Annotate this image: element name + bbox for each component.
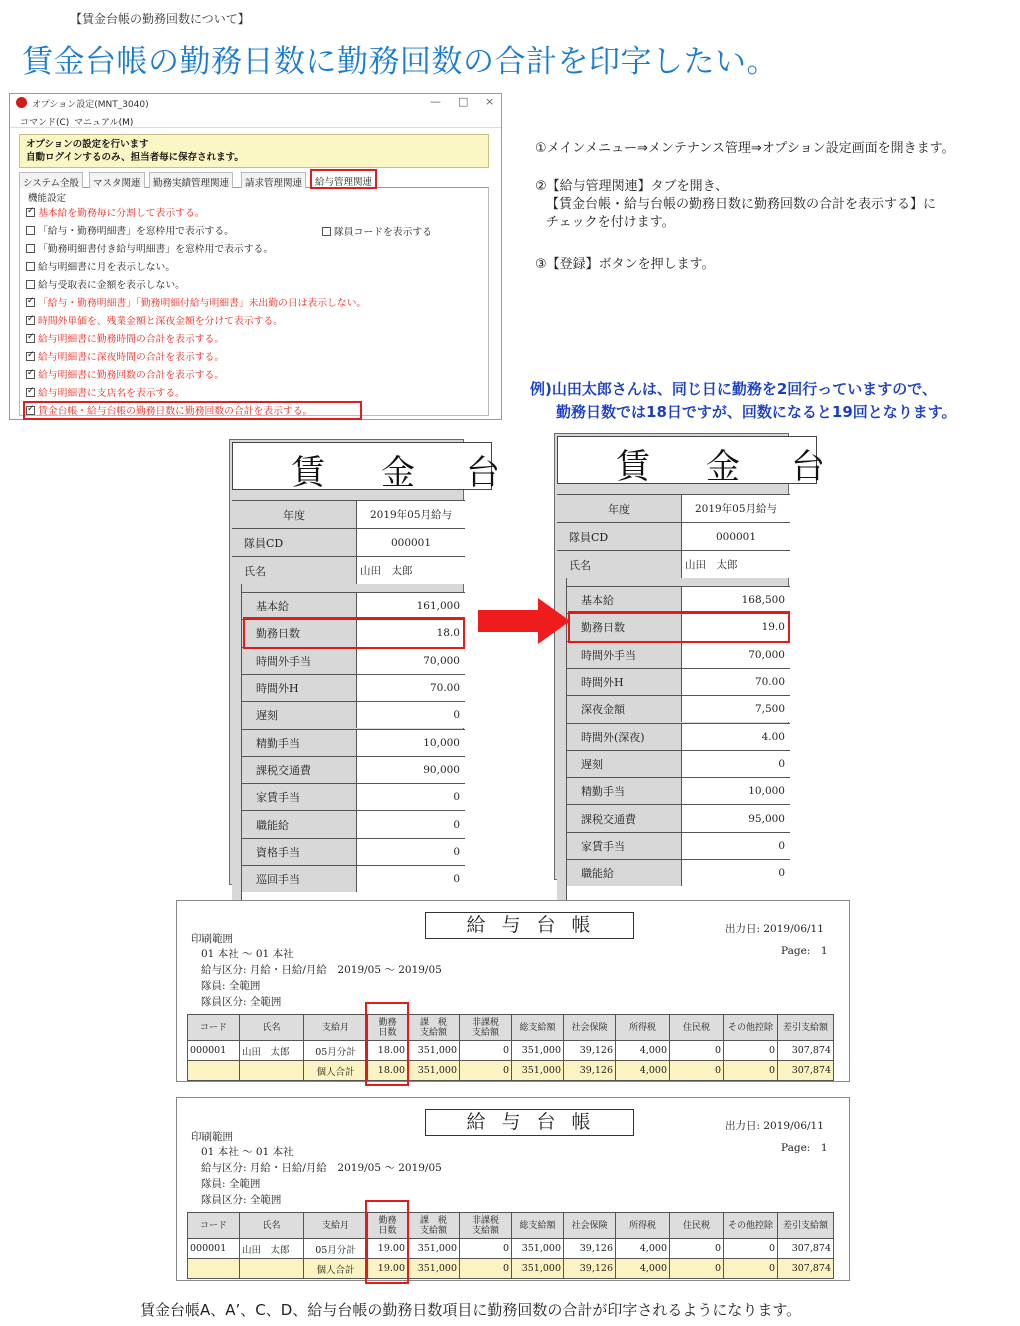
option-item[interactable] (26, 295, 366, 309)
ledger-item-label: 精勤手当 (232, 730, 356, 756)
table-cell: 351,000 (408, 1259, 460, 1279)
ledger-item-value: 95,000 (681, 805, 790, 831)
ledger-item-label: 資格手当 (232, 839, 356, 865)
ledger-year-row (232, 500, 465, 528)
table-row (188, 1041, 834, 1061)
column-header: 支給月 (304, 1015, 368, 1041)
ledger-item-row (232, 592, 465, 619)
table-cell: 0 (460, 1239, 512, 1259)
page-number: Page: 1 (781, 945, 828, 957)
menu-manual[interactable]: マニュアル(M) (74, 118, 134, 128)
ledger-item-value: 18.0 (356, 620, 465, 646)
ledger-item-value: 0 (681, 860, 790, 886)
column-header: 住民税 (670, 1213, 724, 1239)
table-cell: 0 (724, 1239, 778, 1259)
ledger-item-label: 遅刻 (232, 702, 356, 728)
ledger-item-row (232, 865, 465, 892)
table-cell: 0 (724, 1061, 778, 1081)
option-show-member-code[interactable] (322, 224, 432, 238)
column-header: コード (188, 1213, 240, 1239)
ledger-title-char: 台 (791, 447, 825, 487)
minimize-button[interactable]: — (430, 95, 441, 108)
dialog-titlebar (10, 94, 501, 112)
checkbox[interactable] (322, 227, 331, 236)
ledger-item-value: 7,500 (681, 696, 790, 722)
table-cell: 351,000 (512, 1041, 564, 1061)
table-cell (188, 1061, 240, 1081)
ledger-item-value: 0 (681, 833, 790, 859)
option-item[interactable] (26, 223, 234, 237)
table-cell: 0 (724, 1041, 778, 1061)
table-cell: 個人合計 (304, 1259, 368, 1279)
step-2b: 【賃金台帳・給与台帳の勤務日数に勤務回数の合計を表示する】に (546, 197, 937, 212)
column-header: コード (188, 1015, 240, 1041)
options-dialog (9, 93, 502, 420)
option-item[interactable] (26, 241, 273, 255)
checkbox[interactable] (26, 334, 35, 343)
column-header: 支給月 (304, 1213, 368, 1239)
table-cell: 351,000 (512, 1061, 564, 1081)
ledger-item-label: 時間外手当 (557, 642, 681, 668)
ledger-year-row (557, 494, 790, 522)
payroll-ledger-before (176, 900, 850, 1082)
column-header: 氏名 (240, 1213, 304, 1239)
table-cell: 39,126 (564, 1239, 616, 1259)
table-cell: 18.00 (368, 1061, 408, 1081)
tab-system[interactable]: システム全般 (19, 172, 83, 188)
table-cell: 0 (460, 1061, 512, 1081)
ledger-item-label: 課税交通費 (232, 757, 356, 783)
branch-range: 01 本社 ～ 01 本社 (201, 1146, 294, 1158)
ledger-name-value: 山田 太郎 (356, 557, 465, 584)
ledger-item-value: 70,000 (356, 648, 465, 674)
table-cell (188, 1259, 240, 1279)
close-button[interactable]: × (485, 95, 495, 108)
column-header: 差引支給額 (778, 1015, 834, 1041)
option-item[interactable] (26, 403, 312, 417)
option-item[interactable] (26, 367, 224, 381)
table-cell: 4,000 (616, 1061, 670, 1081)
ledger-item-label: 時間外H (232, 675, 356, 701)
ledger-year-label: 年度 (232, 501, 356, 528)
menu-command[interactable]: コマンド(C) (20, 118, 70, 128)
table-cell: 351,000 (512, 1239, 564, 1259)
option-item[interactable] (26, 385, 185, 399)
total-row (188, 1259, 834, 1279)
option-label: 給与受取表に金額を表示しない。 (38, 280, 185, 291)
option-item[interactable] (26, 349, 224, 363)
checkbox[interactable] (26, 406, 35, 415)
page-title: 賃金台帳の勤務日数に勤務回数の合計を印字したい。 (22, 44, 778, 80)
dialog-message (19, 134, 489, 168)
ledger-item-row (557, 804, 790, 831)
ledger-item-row (557, 777, 790, 804)
ledger-item-row (232, 838, 465, 865)
step-1: ①メインメニュー⇒メンテナンス管理⇒オプション設定画面を開きます。 (535, 141, 955, 156)
ledger-item-value: 0 (356, 811, 465, 837)
ledger-name-label: 氏名 (232, 557, 356, 584)
ledger-member-id-label: 隊員CD (232, 529, 356, 556)
message-line-1: オプションの設定を行います (26, 139, 149, 150)
option-label: 給与明細書に深夜時間の合計を表示する。 (38, 352, 225, 363)
ledger-item-value: 0 (356, 839, 465, 865)
ledger-item-label: 時間外H (557, 669, 681, 695)
example-line-2: 勤務日数では18日ですが、回数になると19回となります。 (556, 403, 957, 421)
group-label: 機能設定 (28, 193, 67, 204)
step-2a: ②【給与管理関連】タブを開き、 (535, 179, 729, 194)
table-cell: 山田 太郎 (240, 1041, 304, 1061)
ledger-item-value: 90,000 (356, 757, 465, 783)
ledger-name-row (557, 550, 790, 578)
ledger-item-label: 時間外(深夜) (557, 724, 681, 750)
ledger-item-label: 深夜金額 (557, 696, 681, 722)
output-date: 出力日: 2019/06/11 (725, 923, 824, 935)
ledger-year-label: 年度 (557, 495, 681, 522)
checkbox[interactable] (26, 208, 35, 217)
option-label: 基本給を勤務毎に分割して表示する。 (38, 208, 205, 219)
ledger-member-id-row (557, 522, 790, 550)
table-cell: 18.00 (368, 1041, 408, 1061)
ledger-member-id-label: 隊員CD (557, 523, 681, 550)
column-header: 勤務 日数 (368, 1213, 408, 1239)
tab-master[interactable]: マスタ関連 (89, 172, 145, 188)
table-cell: 4,000 (616, 1259, 670, 1279)
column-header: 非課税 支給額 (460, 1213, 512, 1239)
option-label: 給与明細書に月を表示しない。 (38, 262, 176, 273)
ledger-title-char: 金 (706, 447, 740, 487)
ledger-item-value: 70.00 (356, 675, 465, 701)
ledger-item-label: 家賃手当 (232, 784, 356, 810)
table-cell: 0 (670, 1041, 724, 1061)
table-cell: 351,000 (408, 1239, 460, 1259)
table-cell: 4,000 (616, 1239, 670, 1259)
option-item[interactable] (26, 259, 175, 273)
option-item[interactable] (26, 331, 224, 345)
pay-class: 給与区分: 月給・日給/月給 2019/05 ～ 2019/05 (201, 1162, 442, 1174)
table-cell: 0 (670, 1259, 724, 1279)
column-header: 社会保険 (564, 1015, 616, 1041)
table-cell: 39,126 (564, 1061, 616, 1081)
footer-note: 賃金台帳A、A’、C、D、給与台帳の勤務日数項目に勤務回数の合計が印字されるようになります。 (140, 1301, 802, 1319)
ledger-title-char: 賃 (291, 453, 325, 493)
table-cell: 19.00 (368, 1259, 408, 1279)
ledger-item-row (557, 586, 790, 613)
option-label: 給与明細書に勤務時間の合計を表示する。 (38, 334, 225, 345)
ledger-item-label: 基本給 (232, 593, 356, 619)
table-cell: 4,000 (616, 1041, 670, 1061)
ledger-item-label: 職能給 (557, 860, 681, 886)
ledger-item-row (557, 641, 790, 668)
ledger-item-value: 0 (356, 702, 465, 728)
ledger-item-label: 精勤手当 (557, 778, 681, 804)
wage-ledger-before (229, 439, 500, 887)
option-label: 「給与・勤務明細書」「勤務明細付給与明細書」未出勤の日は表示しない。 (38, 298, 367, 309)
table-cell: 39,126 (564, 1041, 616, 1061)
tab-attendance[interactable]: 勤務実績管理関連 (149, 172, 233, 188)
checkbox[interactable] (26, 370, 35, 379)
work-days-highlight (568, 611, 790, 642)
table-cell: 05月分計 (304, 1041, 368, 1061)
table-cell: 個人合計 (304, 1061, 368, 1081)
ledger-year-value: 2019年05月給与 (681, 495, 790, 522)
wage-ledger-after (554, 433, 825, 881)
member-range: 隊員: 全範囲 (201, 1178, 261, 1190)
ledger-item-value: 70.00 (681, 669, 790, 695)
checkbox[interactable] (26, 244, 35, 253)
ledger-item-row (232, 674, 465, 701)
column-header: 所得税 (616, 1213, 670, 1239)
option-label: 隊員コードを表示する (334, 227, 432, 238)
column-header: 氏名 (240, 1015, 304, 1041)
payroll-title: 給与台帳 (425, 1109, 634, 1136)
table-cell: 39,126 (564, 1259, 616, 1279)
ledger-member-id-row (232, 528, 465, 556)
table-cell: 0 (670, 1061, 724, 1081)
ledger-item-label: 勤務日数 (232, 620, 356, 646)
ledger-item-row (232, 701, 465, 728)
step-3: ③【登録】ボタンを押します。 (535, 257, 715, 272)
ledger-item-row (557, 695, 790, 722)
ledger-item-value: 70,000 (681, 642, 790, 668)
table-cell: 351,000 (408, 1061, 460, 1081)
print-range-label: 印刷範囲 (191, 1131, 233, 1143)
ledger-item-label: 家賃手当 (557, 833, 681, 859)
table-cell: 000001 (188, 1041, 240, 1061)
ledger-item-value: 168,500 (681, 587, 790, 613)
app-logo-icon (16, 97, 27, 108)
ledger-item-value: 0 (681, 751, 790, 777)
checkbox[interactable] (26, 298, 35, 307)
column-header: 所得税 (616, 1015, 670, 1041)
ledger-title-char: 台 (466, 453, 500, 493)
ledger-item-row (232, 647, 465, 674)
ledger-item-value: 10,000 (681, 778, 790, 804)
page-subtitle: 【賃金台帳の勤務回数について】 (70, 12, 250, 26)
table-cell: 000001 (188, 1239, 240, 1259)
ledger-year-value: 2019年05月給与 (356, 501, 465, 528)
tab-payroll[interactable]: 給与管理関連 (310, 169, 377, 189)
ledger-item-label: 遅刻 (557, 751, 681, 777)
checkbox[interactable] (26, 226, 35, 235)
column-header: 社会保険 (564, 1213, 616, 1239)
ledger-item-value: 0 (356, 784, 465, 810)
member-class: 隊員区分: 全範囲 (201, 996, 282, 1008)
ledger-item-row (557, 668, 790, 695)
table-cell: 山田 太郎 (240, 1239, 304, 1259)
step-2c: チェックを付けます。 (546, 215, 675, 230)
dialog-menubar (10, 112, 501, 128)
option-item[interactable] (26, 313, 283, 327)
message-line-2: 自動ログインするのみ、担当者毎に保存されます。 (26, 152, 244, 163)
ledger-member-id-value: 000001 (681, 523, 790, 550)
ledger-title (232, 442, 500, 493)
ledger-item-label: 基本給 (557, 587, 681, 613)
arrow-right-icon (478, 598, 570, 644)
member-range: 隊員: 全範囲 (201, 980, 261, 992)
work-days-highlight (243, 617, 465, 648)
total-row (188, 1061, 834, 1081)
ledger-item-row (232, 810, 465, 837)
column-header: その他控除 (724, 1213, 778, 1239)
table-cell: 0 (460, 1259, 512, 1279)
ledger-item-value: 0 (356, 866, 465, 892)
column-header: 差引支給額 (778, 1213, 834, 1239)
ledger-item-row (557, 832, 790, 859)
ledger-name-value: 山田 太郎 (681, 551, 790, 578)
checkbox[interactable] (26, 316, 35, 325)
column-header: 住民税 (670, 1015, 724, 1041)
ledger-item-row (232, 729, 465, 756)
column-header: 総支給額 (512, 1213, 564, 1239)
ledger-name-label: 氏名 (557, 551, 681, 578)
ledger-item-row (232, 783, 465, 810)
ledger-item-value: 4.00 (681, 724, 790, 750)
table-cell: 351,000 (512, 1259, 564, 1279)
option-item[interactable] (26, 205, 205, 219)
ledger-title (557, 436, 825, 487)
checkbox[interactable] (26, 352, 35, 361)
column-header: 課 税 支給額 (408, 1213, 460, 1239)
ledger-member-id-value: 000001 (356, 529, 465, 556)
table-cell: 307,874 (778, 1259, 834, 1279)
table-cell: 19.00 (368, 1239, 408, 1259)
table-cell: 0 (724, 1259, 778, 1279)
ledger-item-label: 巡回手当 (232, 866, 356, 892)
ledger-item-row (557, 750, 790, 777)
example-line-1: 例)山田太郎さんは、同じ日に勤務を2回行っていますので、 (530, 380, 937, 398)
branch-range: 01 本社 ～ 01 本社 (201, 948, 294, 960)
ledger-title-char: 賃 (616, 447, 650, 487)
pay-class: 給与区分: 月給・日給/月給 2019/05 ～ 2019/05 (201, 964, 442, 976)
ledger-item-row (557, 859, 790, 886)
member-class: 隊員区分: 全範囲 (201, 1194, 282, 1206)
ledger-item-label: 時間外手当 (232, 648, 356, 674)
option-label: 賃金台帳・給与台帳の勤務日数に勤務回数の合計を表示する。 (38, 406, 313, 417)
table-cell: 0 (670, 1239, 724, 1259)
table-cell: 351,000 (408, 1041, 460, 1061)
ledger-item-value: 161,000 (356, 593, 465, 619)
column-header: 総支給額 (512, 1015, 564, 1041)
column-header: 課 税 支給額 (408, 1015, 460, 1041)
table-cell: 307,874 (778, 1041, 834, 1061)
payroll-ledger-after (176, 1097, 850, 1281)
ledger-item-label: 課税交通費 (557, 805, 681, 831)
work-days-column-highlight (365, 1002, 409, 1086)
table-cell: 05月分計 (304, 1239, 368, 1259)
tab-billing[interactable]: 請求管理関連 (241, 172, 306, 188)
option-label: 時間外単価を、残業金額と深夜金額を分けて表示する。 (38, 316, 283, 327)
table-cell: 0 (460, 1041, 512, 1061)
column-header: 勤務 日数 (368, 1015, 408, 1041)
table-cell (240, 1259, 304, 1279)
table-row (188, 1239, 834, 1259)
ledger-item-row (557, 723, 790, 750)
payroll-table (187, 1212, 834, 1279)
payroll-title: 給与台帳 (425, 912, 634, 939)
maximize-button[interactable]: □ (458, 95, 469, 108)
option-label: 給与明細書に勤務回数の合計を表示する。 (38, 370, 225, 381)
table-cell: 307,874 (778, 1061, 834, 1081)
ledger-item-label: 勤務日数 (557, 614, 681, 640)
option-label: 給与明細書に支店名を表示する。 (38, 388, 185, 399)
option-item[interactable] (26, 277, 185, 291)
ledger-item-value: 19.0 (681, 614, 790, 640)
ledger-name-row (232, 556, 465, 584)
option-label: 「勤務明細書付き給与明細書」を窓枠用で表示する。 (38, 244, 274, 255)
column-header: その他控除 (724, 1015, 778, 1041)
checkbox[interactable] (26, 388, 35, 397)
ledger-item-row (232, 756, 465, 783)
column-header: 非課税 支給額 (460, 1015, 512, 1041)
ledger-item-value: 10,000 (356, 730, 465, 756)
ledger-item-label: 職能給 (232, 811, 356, 837)
output-date: 出力日: 2019/06/11 (725, 1120, 824, 1132)
dialog-tabs (19, 172, 489, 188)
option-label: 「給与・勤務明細書」を窓枠用で表示する。 (38, 226, 234, 237)
table-cell: 307,874 (778, 1239, 834, 1259)
page-number: Page: 1 (781, 1142, 828, 1154)
ledger-title-char: 金 (381, 453, 415, 493)
table-cell (240, 1061, 304, 1081)
payroll-table (187, 1014, 834, 1081)
print-range-label: 印刷範囲 (191, 933, 233, 945)
checkbox[interactable] (26, 280, 35, 289)
checkbox[interactable] (26, 262, 35, 271)
work-days-column-highlight (365, 1200, 409, 1284)
dialog-title: オプション設定(MNT_3040) (32, 100, 149, 110)
